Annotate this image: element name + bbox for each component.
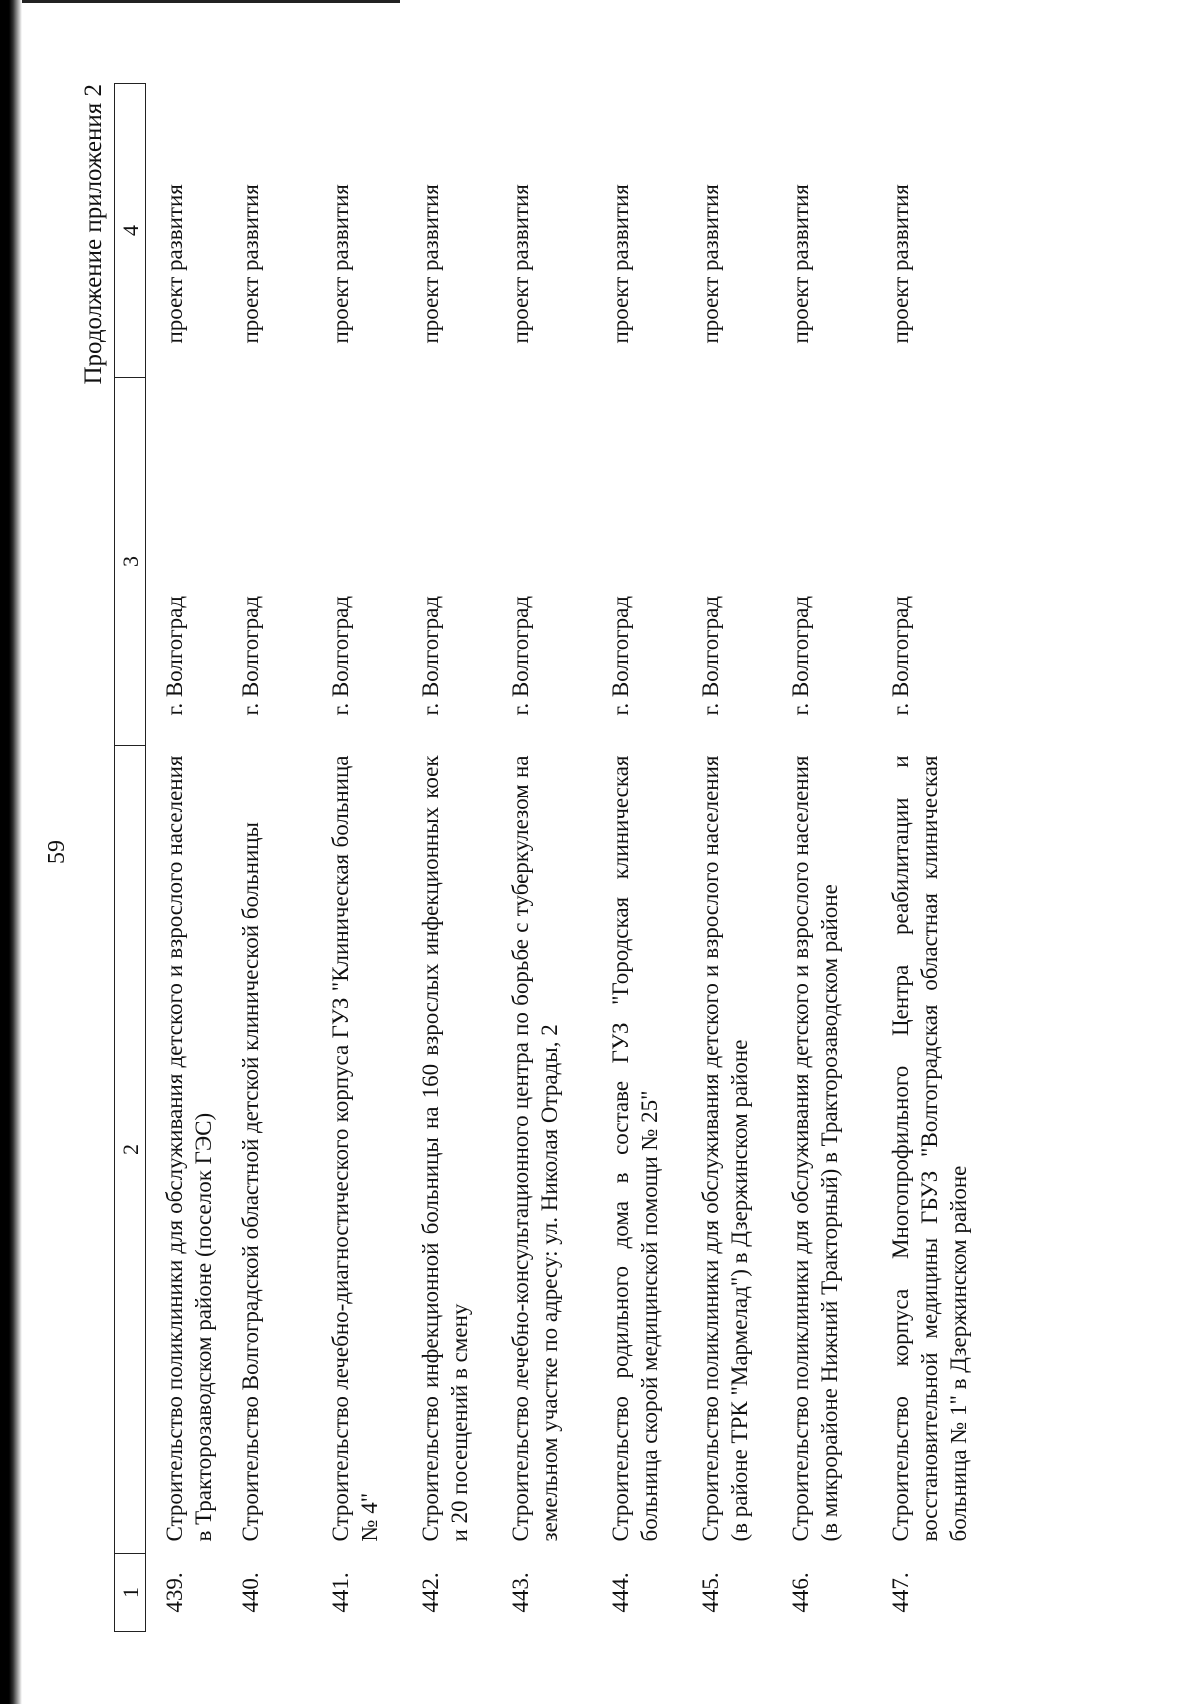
project-name: Строительство лечебно-консультационного центра по борьбе с туберкулезом на земельном участке по адресу: ул. Николая Отрады, 2 [508, 755, 562, 1542]
continuation-label: Продолжение приложения 2 [80, 84, 107, 385]
project-name: Строительство корпуса Многопрофильного Центра реабилитации и восстановительной медицины ГБУЗ "Волгоградская областная клиническая больница № 1" в Дзержинском районе [888, 755, 971, 1542]
project-location: г. Волгоград [418, 595, 443, 716]
column-header: 1 [115, 1554, 146, 1632]
project-status: проект развития [162, 184, 187, 344]
project-location: г. Волгоград [162, 595, 187, 716]
project-name: Строительство поликлиники для обслуживания детского и взрослого населения (в микрорайоне Нижний Тракторный) в Тракторозаводском районе [788, 755, 842, 1542]
projects-table [114, 83, 986, 1632]
table-row [606, 84, 696, 1632]
project-status: проект развития [508, 184, 533, 344]
row-number: 442. [418, 1572, 443, 1613]
project-name: Строительство поликлиники для обслуживания детского и взрослого населения (в районе ТРК "Мармелад") в Дзержинском районе [698, 755, 752, 1542]
table-row [416, 84, 506, 1632]
project-status: проект развития [888, 184, 913, 344]
project-status: проект развития [418, 184, 443, 344]
project-status: проект развития [698, 184, 723, 344]
project-location: г. Волгоград [788, 595, 813, 716]
row-number: 447. [888, 1572, 913, 1613]
row-number: 444. [608, 1572, 633, 1613]
table-row [886, 84, 986, 1632]
project-status: проект развития [328, 184, 353, 344]
table-row [696, 84, 786, 1632]
project-location: г. Волгоград [238, 595, 263, 716]
row-number: 440. [238, 1572, 263, 1613]
project-status: проект развития [238, 184, 263, 344]
table-row [146, 84, 237, 1632]
table-header-row [115, 84, 146, 1632]
column-header: 4 [115, 84, 146, 378]
project-location: г. Волгоград [508, 595, 533, 716]
table-row [506, 84, 606, 1632]
table-row [786, 84, 886, 1632]
project-name: Строительство инфекционной больницы на 160 взрослых инфекционных коек и 20 посещений в смену [418, 755, 472, 1542]
table-row [326, 84, 416, 1632]
column-header: 2 [115, 746, 146, 1554]
row-number: 446. [788, 1572, 813, 1613]
project-location: г. Волгоград [698, 595, 723, 716]
project-location: г. Волгоград [328, 595, 353, 716]
column-header: 3 [115, 378, 146, 746]
row-number: 439. [162, 1572, 187, 1613]
project-status: проект развития [788, 184, 813, 344]
project-name: Строительство Волгоградской областной детской клинической больницы [238, 821, 263, 1542]
project-name: Строительство родильного дома в составе ГУЗ "Городская клиническая больница скорой медицинской помощи № 25" [608, 755, 662, 1542]
page-number: 59 [44, 840, 70, 864]
project-location: г. Волгоград [608, 595, 633, 716]
row-number: 441. [328, 1572, 353, 1613]
project-name: Строительство лечебно-диагностического корпуса ГУЗ "Клиническая больница № 4" [328, 755, 382, 1542]
row-number: 443. [508, 1572, 533, 1613]
project-location: г. Волгоград [888, 595, 913, 716]
project-name: Строительство поликлиники для обслуживания детского и взрослого населения в Тракторозаводском районе (поселок ГЭС) [162, 755, 216, 1542]
table-row [236, 84, 326, 1632]
row-number: 445. [698, 1572, 723, 1613]
project-status: проект развития [608, 184, 633, 344]
